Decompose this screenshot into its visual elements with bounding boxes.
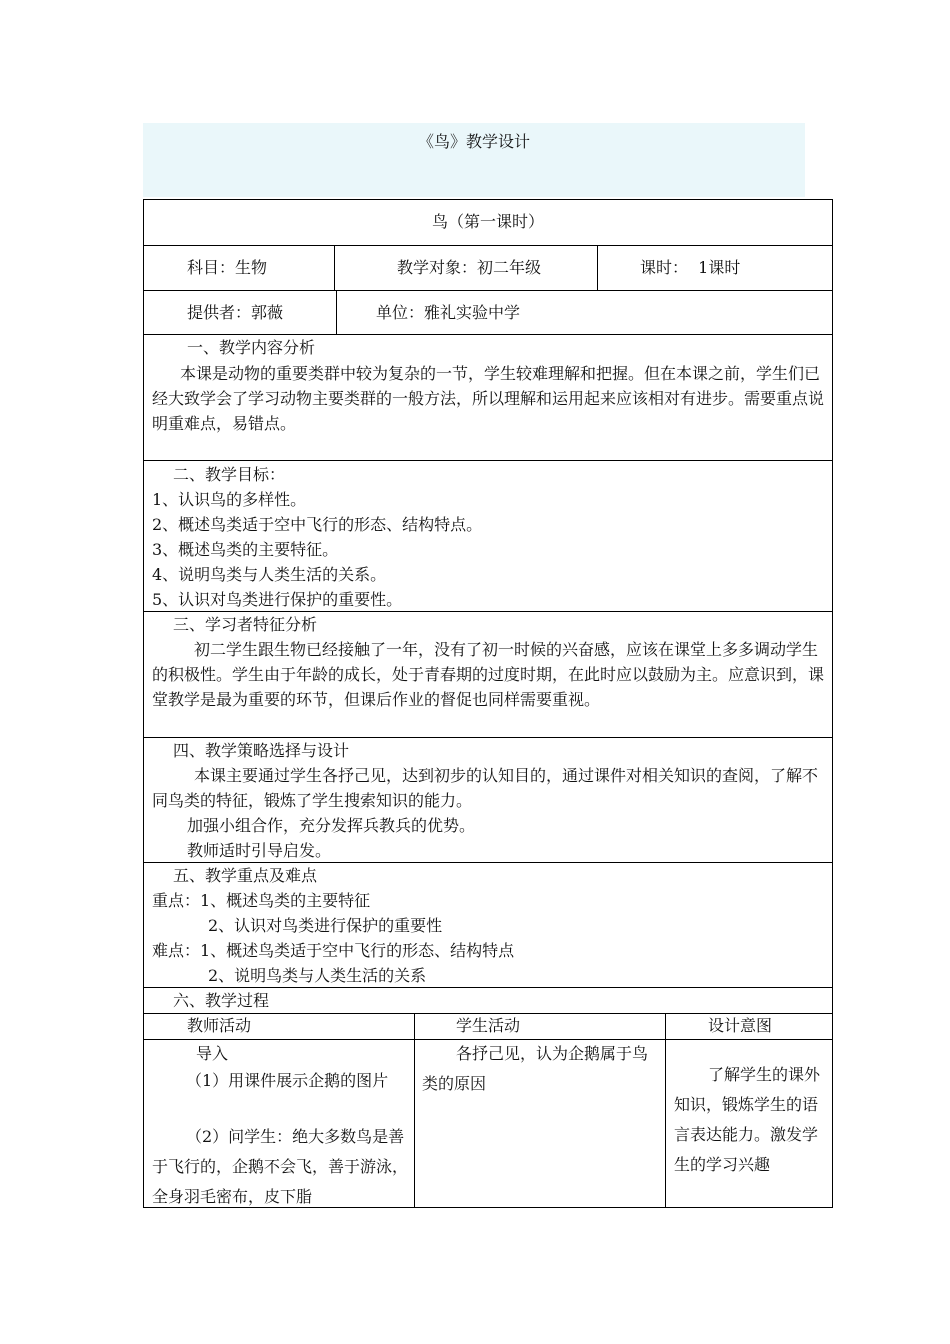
goal-item: 3、概述鸟类的主要特征。 [152, 540, 339, 559]
section-heading: 一、教学内容分析 [187, 338, 316, 357]
section-heading: 二、教学目标： [173, 465, 286, 484]
strategy-line: 教师适时引导启发。 [187, 841, 332, 860]
hours-cell: 课时： 1课时 [640, 258, 741, 277]
section-heading: 三、学习者特征分析 [173, 615, 318, 634]
difficult-point: 2、说明鸟类与人类生活的关系 [208, 966, 427, 985]
col-divider [597, 245, 598, 290]
section-heading: 四、教学策略选择与设计 [173, 741, 350, 760]
section-body: 本课主要通过学生各抒己见，达到初步的认知目的，通过课件对相关知识的查阅，了解不同鸟类的特征，锻炼了学生搜索知识的能力。 [152, 766, 819, 810]
title-band [143, 123, 805, 197]
row-divider [143, 290, 833, 291]
teacher-step: （2）问学生：绝大多数鸟是善于飞行的，企鹅不会飞，善于游泳，全身羽毛密布，皮下脂 [152, 1127, 409, 1206]
col-header-student: 学生活动 [456, 1016, 521, 1035]
unit-cell: 单位：雅礼实验中学 [376, 303, 521, 322]
col-divider [334, 245, 335, 290]
row-divider [143, 460, 833, 461]
design-intent: 了解学生的课外知识，锻炼学生的语言表达能力。激发学生的学习兴趣 [674, 1065, 821, 1174]
row-divider [143, 245, 833, 246]
goal-item: 2、概述鸟类适于空中飞行的形态、结构特点。 [152, 515, 483, 534]
goal-item: 4、说明鸟类与人类生活的关系。 [152, 565, 387, 584]
col-divider [336, 290, 337, 334]
strategy-line: 加强小组合作，充分发挥兵教兵的优势。 [187, 816, 476, 835]
difficult-point: 难点：1、概述鸟类适于空中飞行的形态、结构特点 [152, 941, 515, 960]
goal-item: 1、认识鸟的多样性。 [152, 490, 307, 509]
section-body: 本课是动物的重要类群中较为复杂的一节，学生较难理解和把握。但在本课之前，学生们已经大致学会了学习动物主要类群的一般方法，所以理解和运用起来应该相对有进步。需要重点说明重难点，易错点。 [152, 364, 825, 433]
subject-cell: 科目：生物 [187, 258, 268, 277]
doc-title: 《鸟》教学设计 [417, 132, 530, 151]
teacher-intro: 导入 [196, 1044, 229, 1063]
col-header-teacher: 教师活动 [187, 1016, 252, 1035]
col-divider [414, 1013, 415, 1208]
key-point: 重点：1、概述鸟类的主要特征 [152, 891, 371, 910]
col-divider [665, 1013, 666, 1208]
student-activity: 各抒己见，认为企鹅属于鸟类的原因 [422, 1044, 649, 1093]
section-heading: 六、教学过程 [173, 991, 270, 1010]
section-heading: 五、教学重点及难点 [173, 866, 318, 885]
lesson-title: 鸟（第一课时） [431, 212, 544, 231]
section-body: 初二学生跟生物已经接触了一年，没有了初一时候的兴奋感，应该在课堂上多多调动学生的积极性。学生由于年龄的成长，处于青春期的过度时期，在此时应以鼓励为主。应意识到，课堂教学是最为重要的环节，但课后作业的督促也同样需要重视。 [152, 640, 825, 709]
teacher-step: （1）用课件展示企鹅的图片 [186, 1071, 389, 1090]
key-point: 2、认识对鸟类进行保护的重要性 [208, 916, 443, 935]
goal-item: 5、认识对鸟类进行保护的重要性。 [152, 590, 403, 609]
provider-cell: 提供者：郭薇 [187, 303, 284, 322]
col-header-intent: 设计意图 [708, 1016, 773, 1035]
audience-cell: 教学对象：初二年级 [397, 258, 542, 277]
